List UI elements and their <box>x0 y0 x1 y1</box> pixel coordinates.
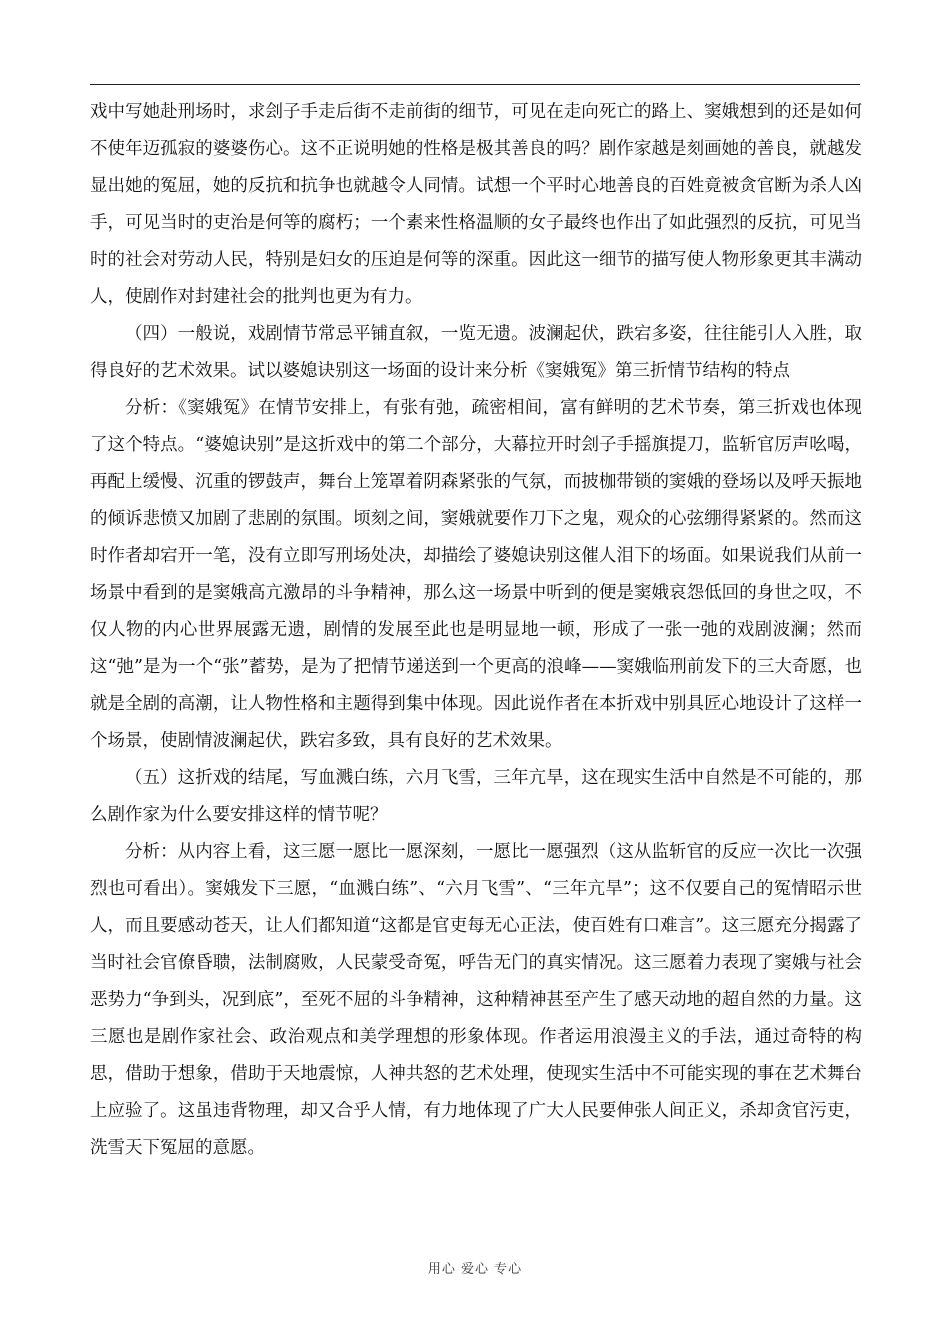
page-footer: 用心 爱心 专心 <box>427 1262 523 1277</box>
paragraph-question-four: （四）一般说，戏剧情节常忌平铺直叙，一览无遗。波澜起伏，跌宕多姿，往往能引人入胜，取得良好的艺术效果。试以婆媳诀别这一场面的设计来分析《窦娥冤》第三折情节结构的特点 <box>90 324 862 381</box>
paragraph-question-five: （五）这折戏的结尾，写血溅白练，六月飞雪，三年亢旱，这在现实生活中自然是不可能的，那么剧作家为什么要安排这样的情节呢？ <box>90 768 862 825</box>
header-rule <box>90 84 860 85</box>
paragraph-analysis-four: 分析：《窦娥冤》在情节安排上，有张有弛，疏密相间，富有鲜明的艺术节奏，第三折戏也体现了这个特点。“婆媳诀别”是这折戏中的第二个部分，大幕拉开时刽子手摇旗提刀，监斩官厉声吆喝，再配上缓慢、沉重的锣鼓声，舞台上笼罩着阴森紧张的气氛，而披枷带锁的窦娥的登场以及呼天振地的倾诉悲愤又加剧了悲剧的氛围。顷刻之间，窦娥就要作刀下之鬼，观众的心弦绷得紧紧的。然而这时作者却宕开一笔，没有立即写刑场处决，却描绘了婆媳诀别这催人泪下的场面。如果说我们从前一场景中看到的是窦娥高亢激昂的斗争精神，那么这一场景中听到的便是窦娥哀怨低回的身世之叹，不仅人物的内心世界展露无遗，剧情的发展至此也是明显地一顿，形成了一张一弛的戏剧波澜；然而这“弛”是为一个“张”蓄势，是为了把情节递送到一个更高的浪峰——窦娥临刑前发下的三大奇愿，也就是全剧的高潮，让人物性格和主题得到集中体现。因此说作者在本折戏中别具匠心地设计了这样一个场景，使剧情波澜起伏，跌宕多致，具有良好的艺术效果。 <box>90 398 862 751</box>
paragraph-continuation: 戏中写她赴刑场时，求刽子手走后街不走前街的细节，可见在走向死亡的路上、窦娥想到的还是如何不使年迈孤寂的婆婆伤心。这不正说明她的性格是极其善良的吗？剧作家越是刻画她的善良，就越发显出她的冤屈，她的反抗和抗争也就越令人同情。试想一个平时心地善良的百姓竟被贪官断为杀人凶手，可见当时的吏治是何等的腐朽；一个素来性格温顺的女子最终也作出了如此强烈的反抗，可见当时的社会对劳动人民，特别是妇女的压迫是何等的深重。因此这一细节的描写使人物形象更其丰满动人，使剧作对封建社会的批判也更为有力。 <box>90 102 862 307</box>
paragraph-analysis-five: 分析：从内容上看，这三愿一愿比一愿深刻，一愿比一愿强烈（这从监斩官的反应一次比一次强烈也可看出）。窦娥发下三愿，“血溅白练”、“六月飞雪”、“三年亢旱”；这不仅要自己的冤情昭示世人，而且要感动苍天，让人们都知道“这都是官吏每无心正法，使百姓有口难言”。这三愿充分揭露了当时社会官僚昏聩，法制腐败，人民蒙受奇冤，呼告无门的真实情况。这三愿着力表现了窦娥与社会恶势力“争到头，况到底”，至死不屈的斗争精神，这种精神甚至产生了感天动地的超自然的力量。这三愿也是剧作家社会、政治观点和美学理想的形象体现。作者运用浪漫主义的手法，通过奇特的构思，借助于想象，借助于天地震惊，人神共怒的艺术处理，使现实生活中不可能实现的事在艺术舞台上应验了。这虽违背物理，却又合乎人情，有力地体现了广大人民要伸张人间正义，杀却贪官污吏，洗雪天下冤屈的意愿。 <box>90 842 862 1158</box>
document-body <box>90 94 862 1167</box>
